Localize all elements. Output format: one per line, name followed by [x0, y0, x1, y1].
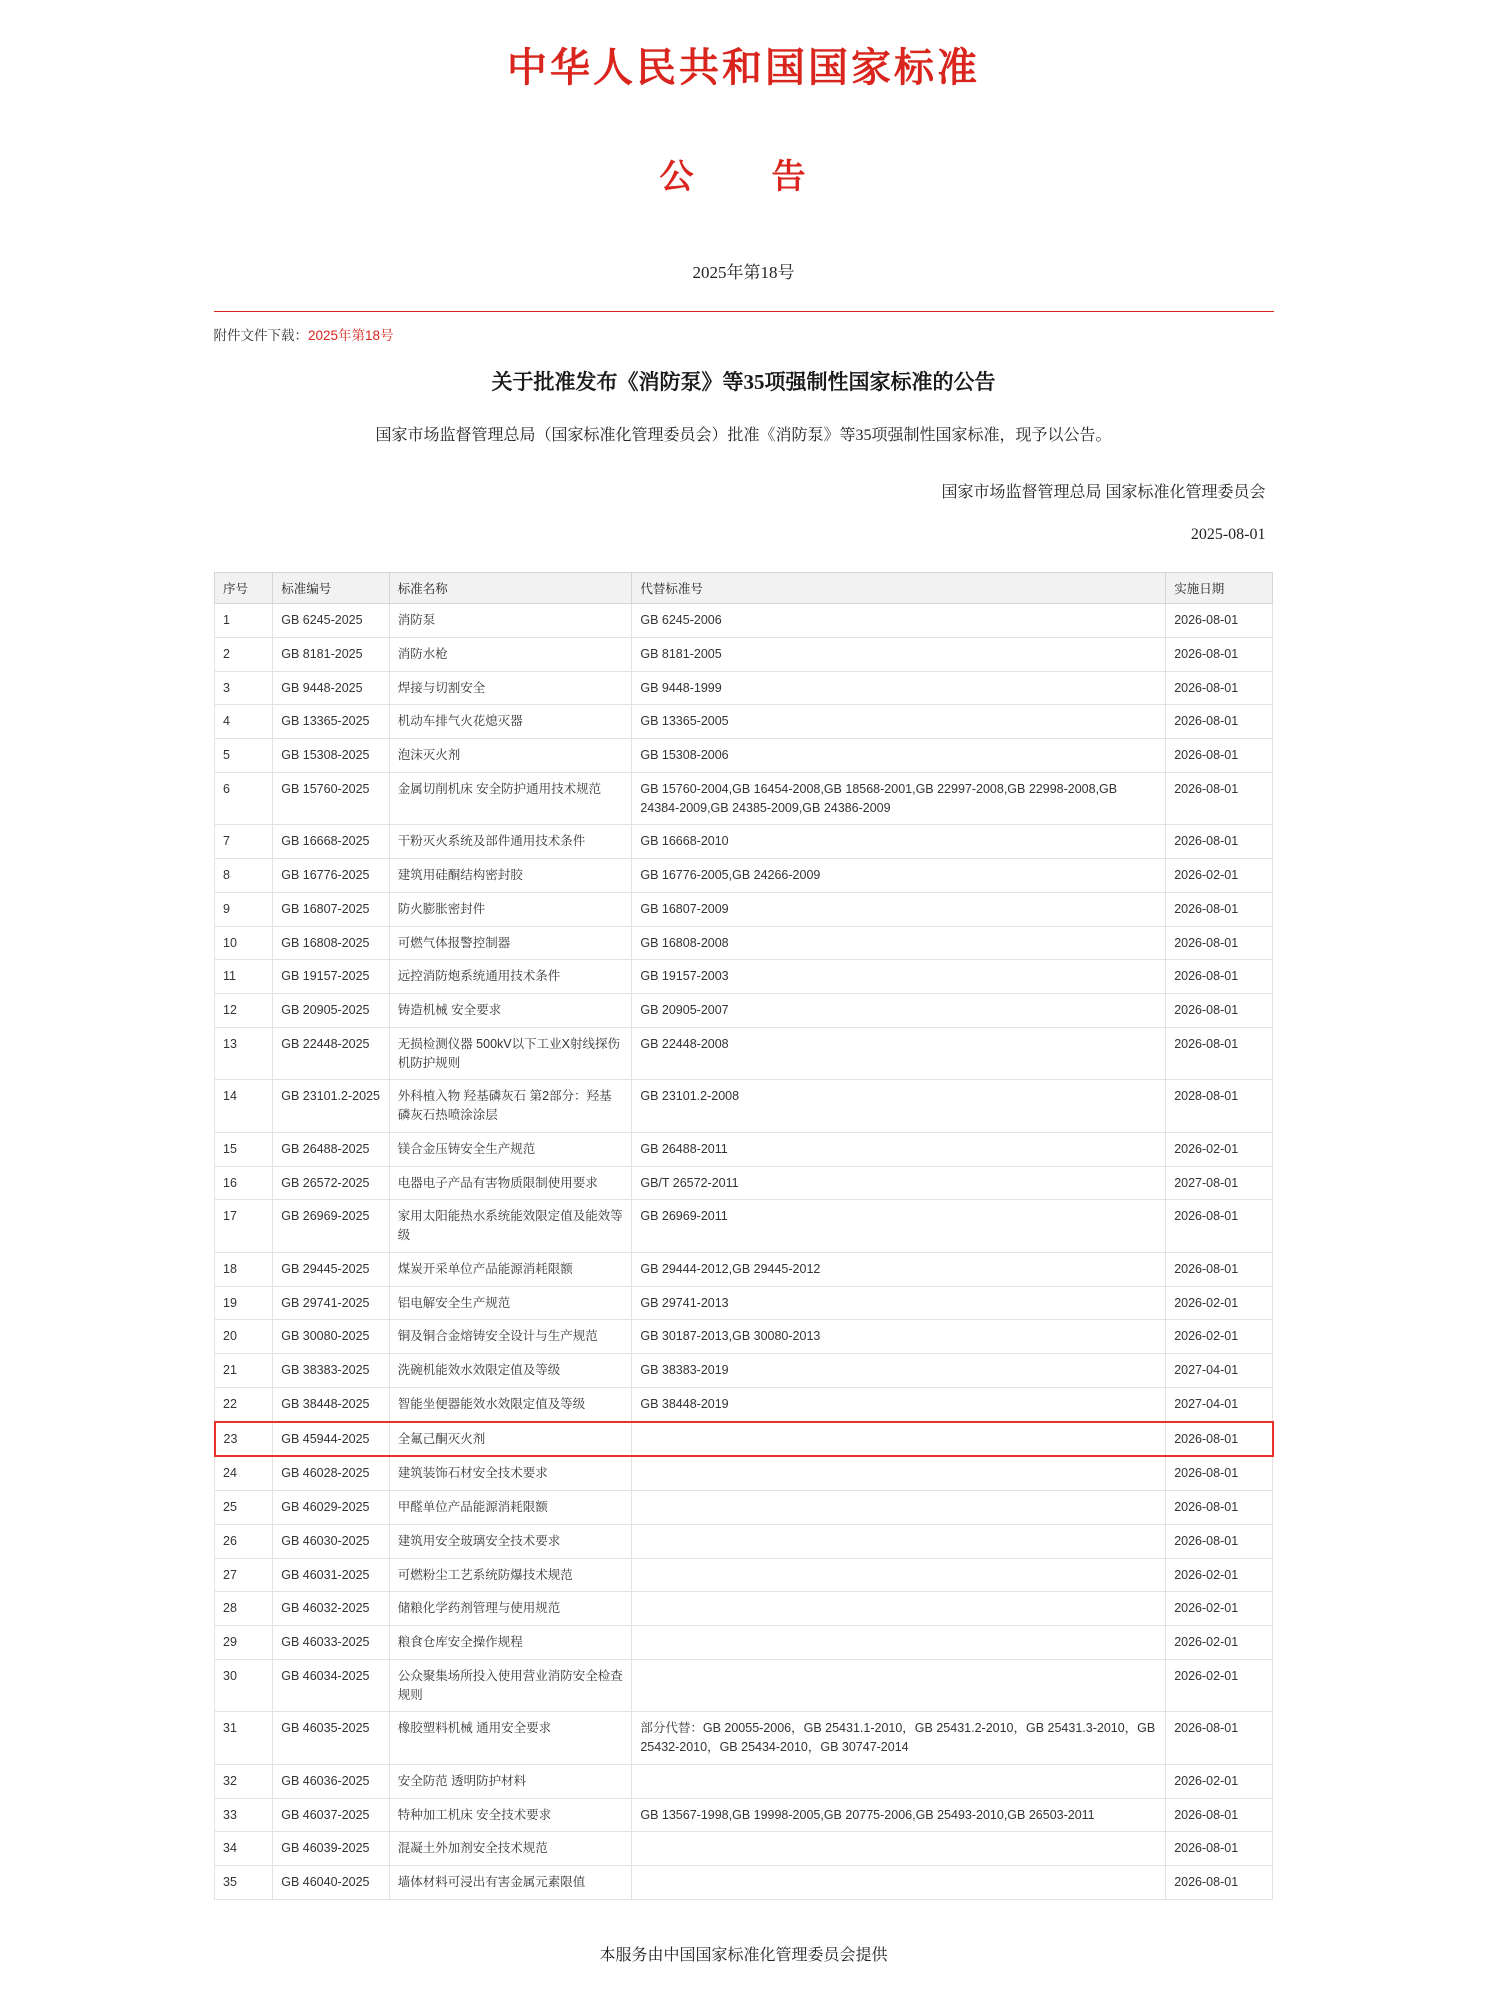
cell-seq: 4 [215, 705, 273, 739]
table-row [215, 739, 1273, 773]
cell-name[interactable]: 智能坐便器能效水效限定值及等级 [389, 1387, 632, 1421]
cell-seq: 15 [215, 1132, 273, 1166]
table-row [215, 1132, 1273, 1166]
cell-replaced: GB/T 26572-2011 [632, 1166, 1166, 1200]
cell-date: 2026-08-01 [1166, 1200, 1273, 1253]
cell-name[interactable]: 甲醛单位产品能源消耗限额 [389, 1491, 632, 1525]
cell-code: GB 15760-2025 [273, 772, 389, 825]
col-header-seq: 序号 [215, 573, 273, 604]
cell-code: GB 26969-2025 [273, 1200, 389, 1253]
cell-replaced [632, 1832, 1166, 1866]
cell-date: 2026-08-01 [1166, 926, 1273, 960]
table-row [215, 960, 1273, 994]
cell-name[interactable]: 橡胶塑料机械 通用安全要求 [389, 1712, 632, 1765]
table-row [215, 1286, 1273, 1320]
cell-replaced: GB 26488-2011 [632, 1132, 1166, 1166]
attachment-line [214, 324, 1274, 344]
cell-seq: 18 [215, 1252, 273, 1286]
cell-code: GB 38383-2025 [273, 1354, 389, 1388]
cell-seq: 8 [215, 859, 273, 893]
cell-seq: 14 [215, 1080, 273, 1133]
table-row [215, 1252, 1273, 1286]
cell-date: 2026-02-01 [1166, 859, 1273, 893]
cell-date: 2026-08-01 [1166, 892, 1273, 926]
cell-seq: 6 [215, 772, 273, 825]
cell-replaced: GB 15308-2006 [632, 739, 1166, 773]
cell-date: 2026-02-01 [1166, 1592, 1273, 1626]
cell-code: GB 9448-2025 [273, 671, 389, 705]
cell-date: 2026-08-01 [1166, 1866, 1273, 1900]
cell-seq: 28 [215, 1592, 273, 1626]
cell-name[interactable]: 防火膨胀密封件 [389, 892, 632, 926]
issuing-authority: 国家市场监督管理总局 国家标准化管理委员会 [941, 484, 1266, 501]
cell-date: 2026-08-01 [1166, 1456, 1273, 1490]
cell-name[interactable]: 铜及铜合金熔铸安全设计与生产规范 [389, 1320, 632, 1354]
table-row [215, 1558, 1273, 1592]
cell-replaced [632, 1592, 1166, 1626]
document-content [214, 324, 1274, 544]
cell-code: GB 46035-2025 [273, 1712, 389, 1765]
cell-code: GB 22448-2025 [273, 1027, 389, 1080]
cell-date: 2026-02-01 [1166, 1626, 1273, 1660]
cell-code: GB 16776-2025 [273, 859, 389, 893]
cell-replaced: 部分代替：GB 20055-2006，GB 25431.1-2010，GB 25431.2-2010，GB 25431.3-2010，GB 25432-2010，GB 25434-2010，GB 30747-2014 [632, 1712, 1166, 1765]
cell-seq: 22 [215, 1387, 273, 1421]
cell-code: GB 46040-2025 [273, 1866, 389, 1900]
cell-name[interactable]: 公众聚集场所投入使用营业消防安全检查规则 [389, 1659, 632, 1712]
cell-seq: 19 [215, 1286, 273, 1320]
cell-seq: 32 [215, 1764, 273, 1798]
cell-replaced: GB 6245-2006 [632, 604, 1166, 638]
cell-name[interactable]: 焊接与切割安全 [389, 671, 632, 705]
table-row [215, 1832, 1273, 1866]
table-row [215, 1422, 1273, 1457]
issue-date: 2025-08-01 [1190, 526, 1266, 543]
cell-date: 2027-04-01 [1166, 1354, 1273, 1388]
cell-replaced: GB 38448-2019 [632, 1387, 1166, 1421]
cell-name[interactable]: 洗碗机能效水效限定值及等级 [389, 1354, 632, 1388]
cell-name[interactable]: 远控消防炮系统通用技术条件 [389, 960, 632, 994]
cell-seq: 26 [215, 1524, 273, 1558]
cell-code: GB 46037-2025 [273, 1798, 389, 1832]
cell-replaced [632, 1764, 1166, 1798]
table-row [215, 1659, 1273, 1712]
cell-name[interactable]: 电器电子产品有害物质限制使用要求 [389, 1166, 632, 1200]
cell-date: 2026-08-01 [1166, 825, 1273, 859]
cell-replaced: GB 16807-2009 [632, 892, 1166, 926]
table-row [215, 1456, 1273, 1490]
cell-code: GB 15308-2025 [273, 739, 389, 773]
cell-seq: 30 [215, 1659, 273, 1712]
footer-note: 本服务由中国国家标准化管理委员会提供 [599, 1946, 888, 1964]
cell-replaced [632, 1491, 1166, 1525]
table-row [215, 1592, 1273, 1626]
cell-replaced: GB 22448-2008 [632, 1027, 1166, 1080]
cell-code: GB 8181-2025 [273, 637, 389, 671]
cell-code: GB 30080-2025 [273, 1320, 389, 1354]
cell-date: 2026-02-01 [1166, 1659, 1273, 1712]
cell-seq: 13 [215, 1027, 273, 1080]
cell-date: 2026-02-01 [1166, 1132, 1273, 1166]
table-row [215, 1200, 1273, 1253]
cell-replaced: GB 38383-2019 [632, 1354, 1166, 1388]
cell-seq: 20 [215, 1320, 273, 1354]
cell-replaced [632, 1422, 1166, 1457]
cell-name[interactable]: 建筑用硅酮结构密封胶 [389, 859, 632, 893]
table-row [215, 1080, 1273, 1133]
table-row [215, 1798, 1273, 1832]
cell-replaced [632, 1558, 1166, 1592]
cell-seq: 5 [215, 739, 273, 773]
cell-seq: 2 [215, 637, 273, 671]
col-header-name: 标准名称 [389, 573, 632, 604]
page-title: 关于批准发布《消防泵》等35项强制性国家标准的公告 [491, 370, 996, 394]
table-row [215, 637, 1273, 671]
table-row [215, 859, 1273, 893]
table-row [215, 1524, 1273, 1558]
cell-name[interactable]: 铸造机械 安全要求 [389, 994, 632, 1028]
cell-name[interactable]: 墙体材料可浸出有害金属元素限值 [389, 1866, 632, 1900]
cell-seq: 12 [215, 994, 273, 1028]
attachment-download-link[interactable]: 2025年第18号 [308, 328, 394, 343]
table-row [215, 1712, 1273, 1765]
cell-code: GB 19157-2025 [273, 960, 389, 994]
cell-date: 2027-04-01 [1166, 1387, 1273, 1421]
cell-name[interactable]: 泡沫灭火剂 [389, 739, 632, 773]
cell-code: GB 46032-2025 [273, 1592, 389, 1626]
table-row [215, 1491, 1273, 1525]
cell-date: 2026-08-01 [1166, 1491, 1273, 1525]
cell-replaced: GB 9448-1999 [632, 671, 1166, 705]
cell-replaced: GB 30187-2013,GB 30080-2013 [632, 1320, 1166, 1354]
cell-name[interactable]: 特种加工机床 安全技术要求 [389, 1798, 632, 1832]
cell-code: GB 29445-2025 [273, 1252, 389, 1286]
cell-seq: 1 [215, 604, 273, 638]
cell-name[interactable]: 建筑用安全玻璃安全技术要求 [389, 1524, 632, 1558]
cell-name[interactable]: 可燃粉尘工艺系统防爆技术规范 [389, 1558, 632, 1592]
cell-date: 2026-02-01 [1166, 1558, 1273, 1592]
cell-date: 2026-08-01 [1166, 960, 1273, 994]
table-row [215, 825, 1273, 859]
cell-replaced [632, 1659, 1166, 1712]
cell-code: GB 20905-2025 [273, 994, 389, 1028]
cell-date: 2026-08-01 [1166, 705, 1273, 739]
cell-seq: 3 [215, 671, 273, 705]
cell-date: 2026-08-01 [1166, 637, 1273, 671]
cell-code: GB 26572-2025 [273, 1166, 389, 1200]
cell-name[interactable]: 无损检测仪器 500kV以下工业X射线探伤机防护规则 [389, 1027, 632, 1080]
cell-date: 2027-08-01 [1166, 1166, 1273, 1200]
cell-date: 2026-08-01 [1166, 671, 1273, 705]
cell-date: 2026-08-01 [1166, 994, 1273, 1028]
cell-code: GB 38448-2025 [273, 1387, 389, 1421]
cell-replaced: GB 20905-2007 [632, 994, 1166, 1028]
cell-name[interactable]: 铝电解安全生产规范 [389, 1286, 632, 1320]
cell-date: 2026-08-01 [1166, 772, 1273, 825]
cell-code: GB 13365-2025 [273, 705, 389, 739]
cell-replaced: GB 15760-2004,GB 16454-2008,GB 18568-2001,GB 22997-2008,GB 22998-2008,GB 24384-2009,GB 24385-2009,GB 24386-2009 [632, 772, 1166, 825]
cell-date: 2026-02-01 [1166, 1286, 1273, 1320]
cell-date: 2026-08-01 [1166, 1027, 1273, 1080]
cell-seq: 25 [215, 1491, 273, 1525]
cell-seq: 17 [215, 1200, 273, 1253]
cell-date: 2026-08-01 [1166, 1832, 1273, 1866]
document-body-text: 国家市场监督管理总局（国家标准化管理委员会）批准《消防泵》等35项强制性国家标准，现予以公告。 [375, 427, 1112, 444]
cell-date: 2026-02-01 [1166, 1764, 1273, 1798]
cell-name[interactable]: 金属切削机床 安全防护通用技术规范 [389, 772, 632, 825]
table-row [215, 1354, 1273, 1388]
cell-name[interactable]: 消防泵 [389, 604, 632, 638]
table-row [215, 1027, 1273, 1080]
cell-code: GB 16808-2025 [273, 926, 389, 960]
cell-name[interactable]: 混凝土外加剂安全技术规范 [389, 1832, 632, 1866]
cell-seq: 34 [215, 1832, 273, 1866]
cell-name[interactable]: 可燃气体报警控制器 [389, 926, 632, 960]
cell-seq: 24 [215, 1456, 273, 1490]
cell-name[interactable]: 外科植入物 羟基磷灰石 第2部分：羟基磷灰石热喷涂涂层 [389, 1080, 632, 1133]
cell-date: 2028-08-01 [1166, 1080, 1273, 1133]
cell-name[interactable]: 机动车排气火花熄灭器 [389, 705, 632, 739]
cell-code: GB 23101.2-2025 [273, 1080, 389, 1133]
cell-code: GB 29741-2025 [273, 1286, 389, 1320]
cell-code: GB 46033-2025 [273, 1626, 389, 1660]
cell-code: GB 46028-2025 [273, 1456, 389, 1490]
cell-replaced: GB 29741-2013 [632, 1286, 1166, 1320]
cell-replaced: GB 16776-2005,GB 24266-2009 [632, 859, 1166, 893]
cell-name[interactable]: 煤炭开采单位产品能源消耗限额 [389, 1252, 632, 1286]
table-header-row [215, 573, 1273, 604]
table-row [215, 892, 1273, 926]
table-row [215, 604, 1273, 638]
cell-replaced: GB 19157-2003 [632, 960, 1166, 994]
table-row [215, 1626, 1273, 1660]
cell-date: 2026-08-01 [1166, 1798, 1273, 1832]
cell-code: GB 46030-2025 [273, 1524, 389, 1558]
cell-date: 2026-08-01 [1166, 1524, 1273, 1558]
cell-seq: 35 [215, 1866, 273, 1900]
table-row [215, 1166, 1273, 1200]
cell-name[interactable]: 粮食仓库安全操作规程 [389, 1626, 632, 1660]
table-row [215, 1320, 1273, 1354]
cell-replaced: GB 13567-1998,GB 19998-2005,GB 20775-2006,GB 25493-2010,GB 26503-2011 [632, 1798, 1166, 1832]
cell-seq: 10 [215, 926, 273, 960]
cell-seq: 23 [215, 1422, 273, 1457]
cell-replaced [632, 1524, 1166, 1558]
cell-code: GB 16807-2025 [273, 892, 389, 926]
table-row [215, 1387, 1273, 1421]
attachment-label: 附件文件下载： [213, 328, 308, 343]
cell-name[interactable]: 安全防范 透明防护材料 [389, 1764, 632, 1798]
cell-seq: 7 [215, 825, 273, 859]
cell-code: GB 26488-2025 [273, 1132, 389, 1166]
table-row [215, 994, 1273, 1028]
col-header-replaced: 代替标准号 [632, 573, 1166, 604]
cell-name[interactable]: 干粉灭火系统及部件通用技术条件 [389, 825, 632, 859]
standards-table [214, 572, 1274, 1900]
cell-replaced: GB 29444-2012,GB 29445-2012 [632, 1252, 1166, 1286]
cell-code: GB 16668-2025 [273, 825, 389, 859]
cell-code: GB 45944-2025 [273, 1422, 389, 1457]
cell-replaced: GB 13365-2005 [632, 705, 1166, 739]
table-row [215, 1764, 1273, 1798]
masthead-title: 中华人民共和国国家标准 [507, 45, 980, 90]
table-row [215, 705, 1273, 739]
cell-name[interactable]: 全氟己酮灭火剂 [389, 1422, 632, 1457]
cell-replaced [632, 1626, 1166, 1660]
cell-replaced: GB 16808-2008 [632, 926, 1166, 960]
table-row [215, 926, 1273, 960]
cell-code: GB 6245-2025 [273, 604, 389, 638]
cell-date: 2026-08-01 [1166, 1712, 1273, 1765]
cell-code: GB 46039-2025 [273, 1832, 389, 1866]
table-row [215, 1866, 1273, 1900]
cell-seq: 11 [215, 960, 273, 994]
cell-seq: 21 [215, 1354, 273, 1388]
cell-replaced [632, 1866, 1166, 1900]
cell-date: 2026-08-01 [1166, 1422, 1273, 1457]
cell-code: GB 46036-2025 [273, 1764, 389, 1798]
cell-seq: 9 [215, 892, 273, 926]
cell-replaced: GB 23101.2-2008 [632, 1080, 1166, 1133]
cell-seq: 29 [215, 1626, 273, 1660]
divider-rule [214, 311, 1274, 312]
table-row [215, 671, 1273, 705]
cell-replaced: GB 8181-2005 [632, 637, 1166, 671]
announcement-heading: 公 告 [659, 159, 828, 196]
cell-date: 2026-02-01 [1166, 1320, 1273, 1354]
cell-replaced [632, 1456, 1166, 1490]
cell-seq: 27 [215, 1558, 273, 1592]
cell-name[interactable]: 储粮化学药剂管理与使用规范 [389, 1592, 632, 1626]
col-header-date: 实施日期 [1166, 573, 1273, 604]
cell-name[interactable]: 消防水枪 [389, 637, 632, 671]
table-row [215, 772, 1273, 825]
cell-replaced: GB 26969-2011 [632, 1200, 1166, 1253]
cell-code: GB 46029-2025 [273, 1491, 389, 1525]
cell-date: 2026-08-01 [1166, 604, 1273, 638]
standards-table-body [215, 604, 1273, 1900]
cell-date: 2026-08-01 [1166, 739, 1273, 773]
cell-code: GB 46031-2025 [273, 1558, 389, 1592]
cell-name[interactable]: 镁合金压铸安全生产规范 [389, 1132, 632, 1166]
cell-date: 2026-08-01 [1166, 1252, 1273, 1286]
col-header-code: 标准编号 [273, 573, 389, 604]
cell-replaced: GB 16668-2010 [632, 825, 1166, 859]
cell-seq: 31 [215, 1712, 273, 1765]
cell-code: GB 46034-2025 [273, 1659, 389, 1712]
cell-seq: 33 [215, 1798, 273, 1832]
cell-name[interactable]: 建筑装饰石材安全技术要求 [389, 1456, 632, 1490]
issue-number: 2025年第18号 [692, 263, 795, 282]
cell-name[interactable]: 家用太阳能热水系统能效限定值及能效等级 [389, 1200, 632, 1253]
cell-seq: 16 [215, 1166, 273, 1200]
